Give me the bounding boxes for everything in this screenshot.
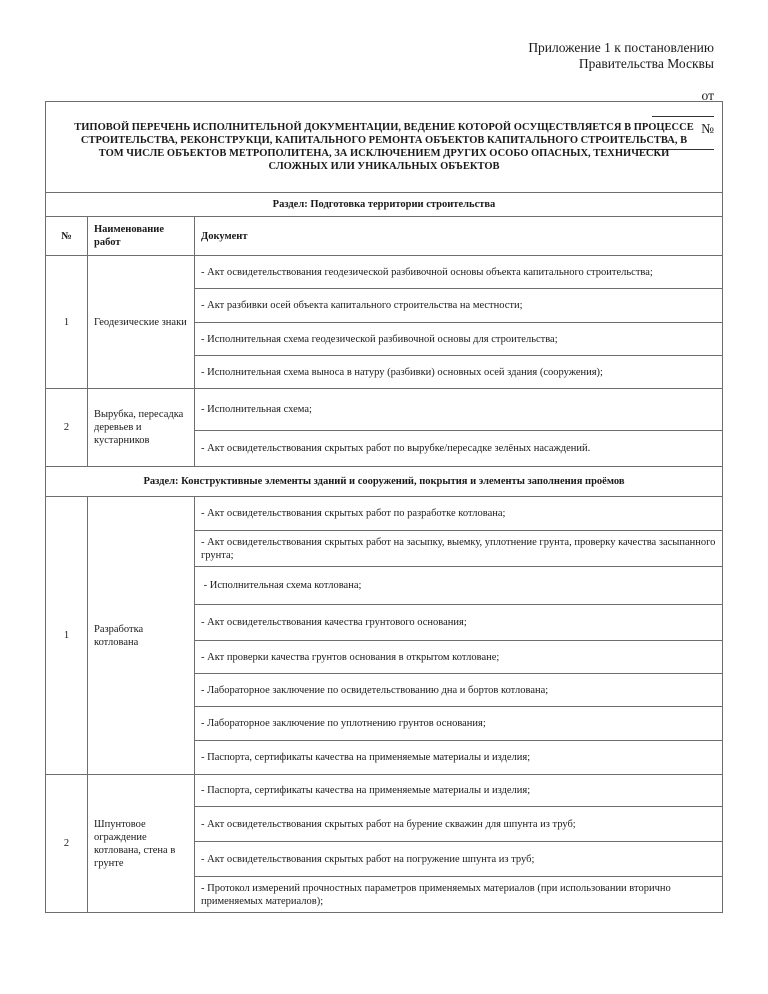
column-header-row [46,217,723,256]
appendix-line-1: Приложение 1 к постановлению [528,40,714,55]
section-header: Раздел: Подготовка территории строительства [46,193,723,217]
table-row [46,775,723,807]
document-item: - Исполнительная схема; [195,389,723,431]
document-item: - Акт освидетельствования скрытых работ по разработке котлована; [195,497,723,531]
work-name: Разработка котлована [88,497,195,775]
document-item: - Акт проверки качества грунтов основания в открытом котловане; [195,641,723,674]
document-item: - Акт разбивки осей объекта капитального строительства на местности; [195,289,723,323]
document-title: ТИПОВОЙ ПЕРЕЧЕНЬ ИСПОЛНИТЕЛЬНОЙ ДОКУМЕНТАЦИИ, ВЕДЕНИЕ КОТОРОЙ ОСУЩЕСТВЛЯЕТСЯ В ПРОЦЕССЕ СТРОИТЕЛЬСТВА, РЕКОНСТРУКЦИ, КАПИТАЛЬНОГО РЕМОНТА ОБЪЕКТОВ КАПИТАЛЬНОГО СТРОИТЕЛЬСТВА, В ТОМ ЧИСЛЕ ОБЪЕКТОВ МЕТРОПОЛИТЕНА, ЗА ИСКЛЮЧЕНИЕМ ДРУГИХ ОСОБО ОПАСНЫХ, ТЕХНИЧЕСКИ СЛОЖНЫХ ИЛИ УНИКАЛЬНЫХ ОБЪЕКТОВ [46,102,723,193]
table-row [46,389,723,431]
table-row [46,497,723,531]
work-number: 2 [46,389,88,467]
appendix-line-2: Правительства Москвы [578,56,714,71]
documentation-table [45,101,723,913]
document-item: - Акт освидетельствования скрытых работ на погружение шпунта из труб; [195,842,723,877]
section-header: Раздел: Конструктивные элементы зданий и сооружений, покрытия и элементы заполнения проёмов [46,467,723,497]
work-number: 1 [46,497,88,775]
document-item: - Исполнительная схема геодезической разбивочной основы для строительства; [195,323,723,356]
work-number: 1 [46,256,88,389]
col-header-document: Документ [195,217,723,256]
work-name: Шпунтовое ограждение котлована, стена в грунте [88,775,195,913]
number-label: № [701,121,714,136]
col-header-work: Наименование работ [88,217,195,256]
document-item: - Паспорта, сертификаты качества на применяемые материалы и изделия; [195,741,723,775]
document-item: - Акт освидетельствования скрытых работ на засыпку, выемку, уплотнение грунта, проверку качества засыпанного грунта; [195,531,723,567]
from-label: от [701,88,714,103]
document-item: - Акт освидетельствования скрытых работ по вырубке/пересадке зелёных насаждений. [195,431,723,467]
work-number: 2 [46,775,88,913]
col-header-num: № [46,217,88,256]
document-item: - Лабораторное заключение по уплотнению грунтов основания; [195,707,723,741]
work-name: Вырубка, пересадка деревьев и кустарников [88,389,195,467]
table-row [46,256,723,289]
document-item: - Паспорта, сертификаты качества на применяемые материалы и изделия; [195,775,723,807]
document-item: - Протокол измерений прочностных параметров применяемых материалов (при использовании вторично применяемых материалов); [195,877,723,913]
document-item: - Исполнительная схема выноса в натуру (разбивки) основных осей здания (сооружения); [195,356,723,389]
document-item: - Акт освидетельствования качества грунтового основания; [195,605,723,641]
work-name: Геодезические знаки [88,256,195,389]
document-item: - Акт освидетельствования геодезической разбивочной основы объекта капитального строительства; [195,256,723,289]
document-item: - Исполнительная схема котлована; [195,567,723,605]
document-item: - Лабораторное заключение по освидетельствованию дна и бортов котлована; [195,674,723,707]
document-item: - Акт освидетельствования скрытых работ на бурение скважин для шпунта из труб; [195,807,723,842]
